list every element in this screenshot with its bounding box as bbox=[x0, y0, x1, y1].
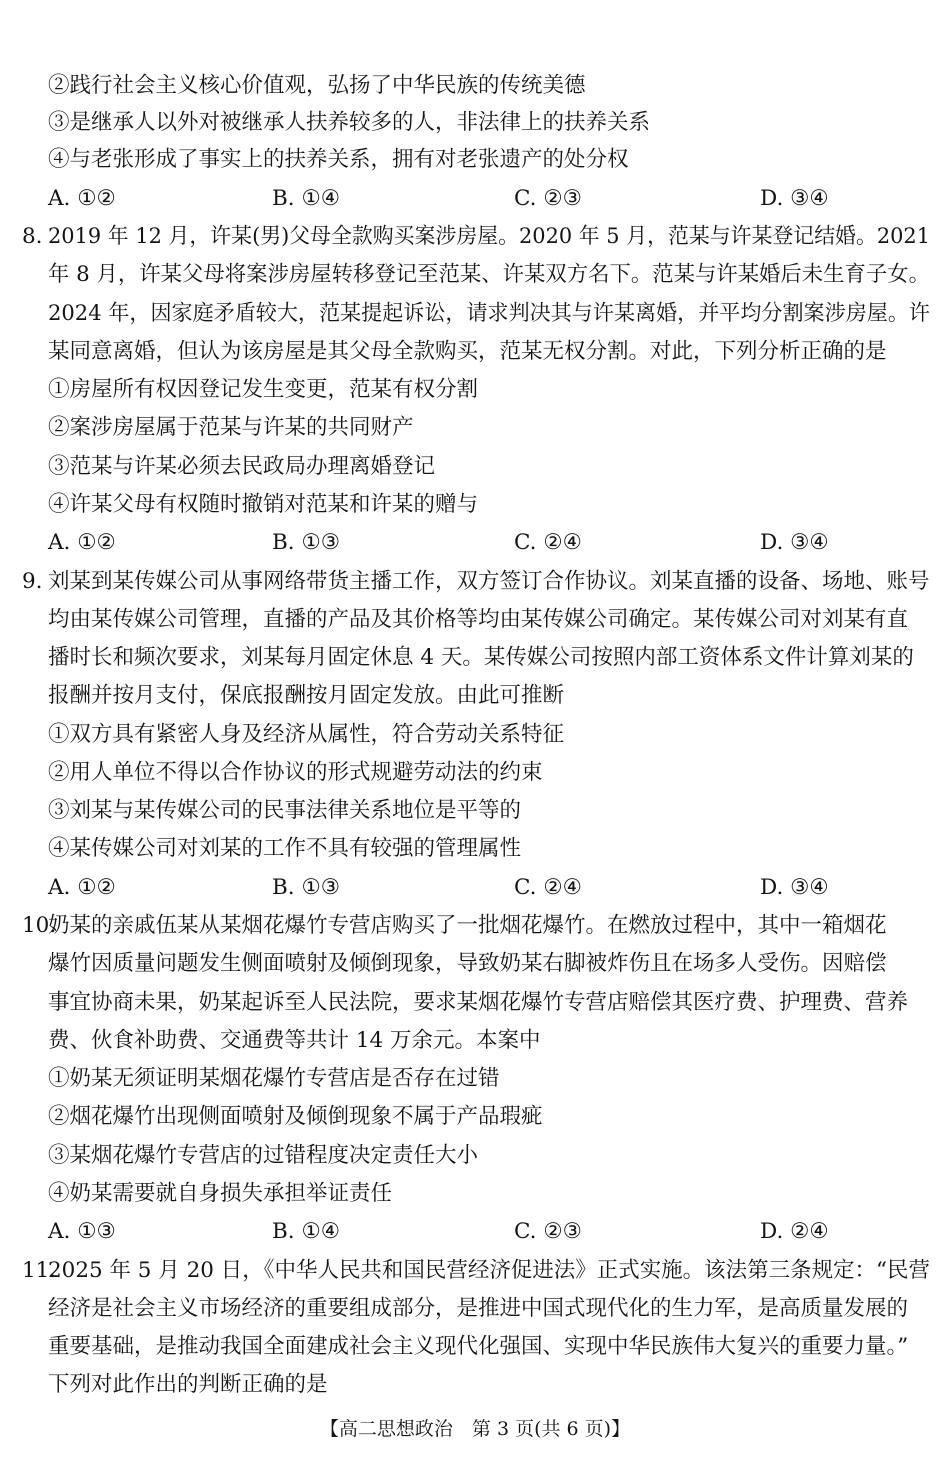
q8-option-a: A. ①② bbox=[48, 530, 116, 555]
q11-stem-line: 下列对此作出的判断正确的是 bbox=[48, 1372, 328, 1397]
q10-option-c: C. ②③ bbox=[514, 1219, 582, 1244]
q7-option-b: B. ①④ bbox=[272, 186, 341, 211]
q8-option-d: D. ③④ bbox=[760, 530, 829, 555]
q8-number: 8. bbox=[22, 224, 43, 249]
q8-stem-line: 某同意离婚，但认为该房屋是其父母全款购买，范某无权分割。对此，下列分析正确的是 bbox=[48, 339, 887, 364]
q10-option-d: D. ②④ bbox=[760, 1219, 829, 1244]
q8-option-c: C. ②④ bbox=[514, 530, 582, 555]
q10-option-b: B. ①④ bbox=[272, 1219, 341, 1244]
q7-option-d: D. ③④ bbox=[760, 186, 829, 211]
q8-stem-line: 2024 年，因家庭矛盾较大，范某提起诉讼，请求判决其与许某离婚，并平均分割案涉房屋。许 bbox=[48, 301, 930, 326]
q8-statement-2: ②案涉房屋属于范某与许某的共同财产 bbox=[48, 415, 414, 440]
q9-statement-2: ②用人单位不得以合作协议的形式规避劳动法的约束 bbox=[48, 760, 543, 785]
q8-statement-4: ④许某父母有权随时撤销对范某和许某的赠与 bbox=[48, 492, 479, 517]
q9-option-c: C. ②④ bbox=[514, 875, 582, 900]
q9-stem-line: 刘某到某传媒公司从事网络带货主播工作，双方签订合作协议。刘某直播的设备、场地、账号 bbox=[48, 569, 930, 594]
q9-number: 9. bbox=[22, 569, 43, 594]
q9-stem-line: 播时长和频次要求，刘某每月固定休息 4 天。某传媒公司按照内部工资体系文件计算刘某的 bbox=[48, 645, 914, 670]
q10-statement-2: ②烟花爆竹出现侧面喷射及倾倒现象不属于产品瑕疵 bbox=[48, 1104, 543, 1129]
q11-number: 11. bbox=[22, 1258, 57, 1283]
q10-statement-3: ③某烟花爆竹专营店的过错程度决定责任大小 bbox=[48, 1143, 479, 1168]
q8-option-b: B. ①③ bbox=[272, 530, 341, 555]
q9-option-b: B. ①③ bbox=[272, 875, 341, 900]
q7-statement-2: ②践行社会主义核心价值观，弘扬了中华民族的传统美德 bbox=[48, 73, 586, 98]
q9-statement-1: ①双方具有紧密人身及经济从属性，符合劳动关系特征 bbox=[48, 722, 565, 747]
page-footer: 【高二思想政治 第 3 页(共 6 页)】 bbox=[319, 1418, 631, 1440]
q9-stem-line: 报酬并按月支付，保底报酬按月固定发放。由此可推断 bbox=[48, 683, 565, 708]
q10-stem-line: 奶某的亲戚伍某从某烟花爆竹专营店购买了一批烟花爆竹。在燃放过程中，其中一箱烟花 bbox=[48, 913, 887, 938]
q9-stem-line: 均由某传媒公司管理，直播的产品及其价格等均由某传媒公司确定。某传媒公司对刘某有直 bbox=[48, 607, 909, 632]
q8-stem-line: 2019 年 12 月，许某(男)父母全款购买案涉房屋。2020 年 5 月，范某与许某登记结婚。2021 bbox=[48, 224, 931, 249]
q10-stem-line: 爆竹因质量问题发生侧面喷射及倾倒现象，导致奶某右脚被炸伤且在场多人受伤。因赔偿 bbox=[48, 951, 887, 976]
q7-option-a: A. ①② bbox=[48, 186, 116, 211]
q9-statement-4: ④某传媒公司对刘某的工作不具有较强的管理属性 bbox=[48, 836, 522, 861]
q9-option-a: A. ①② bbox=[48, 875, 116, 900]
q10-stem-line: 费、伙食补助费、交通费等共计 14 万余元。本案中 bbox=[48, 1028, 541, 1053]
q7-statement-4: ④与老张形成了事实上的扶养关系，拥有对老张遗产的处分权 bbox=[48, 147, 629, 172]
q8-stem-line: 年 8 月，许某父母将案涉房屋转移登记至范某、许某双方名下。范某与许某婚后未生育子女。 bbox=[48, 262, 931, 287]
q11-stem-line: 重要基础，是推动我国全面建成社会主义现代化强国、实现中华民族伟大复兴的重要力量。” bbox=[48, 1334, 909, 1359]
q8-statement-3: ③范某与许某必须去民政局办理离婚登记 bbox=[48, 454, 436, 479]
q10-number: 10. bbox=[22, 913, 57, 938]
q10-option-a: A. ①③ bbox=[48, 1219, 116, 1244]
q10-statement-1: ①奶某无须证明某烟花爆竹专营店是否存在过错 bbox=[48, 1066, 500, 1091]
q9-option-d: D. ③④ bbox=[760, 875, 829, 900]
q10-stem-line: 事宜协商未果，奶某起诉至人民法院，要求某烟花爆竹专营店赔偿其医疗费、护理费、营养 bbox=[48, 990, 909, 1015]
q11-stem-line: 经济是社会主义市场经济的重要组成部分，是推进中国式现代化的生力军，是高质量发展的 bbox=[48, 1296, 909, 1321]
q9-statement-3: ③刘某与某传媒公司的民事法律关系地位是平等的 bbox=[48, 798, 522, 823]
q7-statement-3: ③是继承人以外对被继承人扶养较多的人，非法律上的扶养关系 bbox=[48, 110, 651, 135]
q8-statement-1: ①房屋所有权因登记发生变更，范某有权分割 bbox=[48, 377, 479, 402]
q7-option-c: C. ②③ bbox=[514, 186, 582, 211]
q11-stem-line: 2025 年 5 月 20 日，《中华人民共和国民营经济促进法》正式实施。该法第三条规定：“民营 bbox=[48, 1258, 930, 1283]
q10-statement-4: ④奶某需要就自身损失承担举证责任 bbox=[48, 1181, 393, 1206]
